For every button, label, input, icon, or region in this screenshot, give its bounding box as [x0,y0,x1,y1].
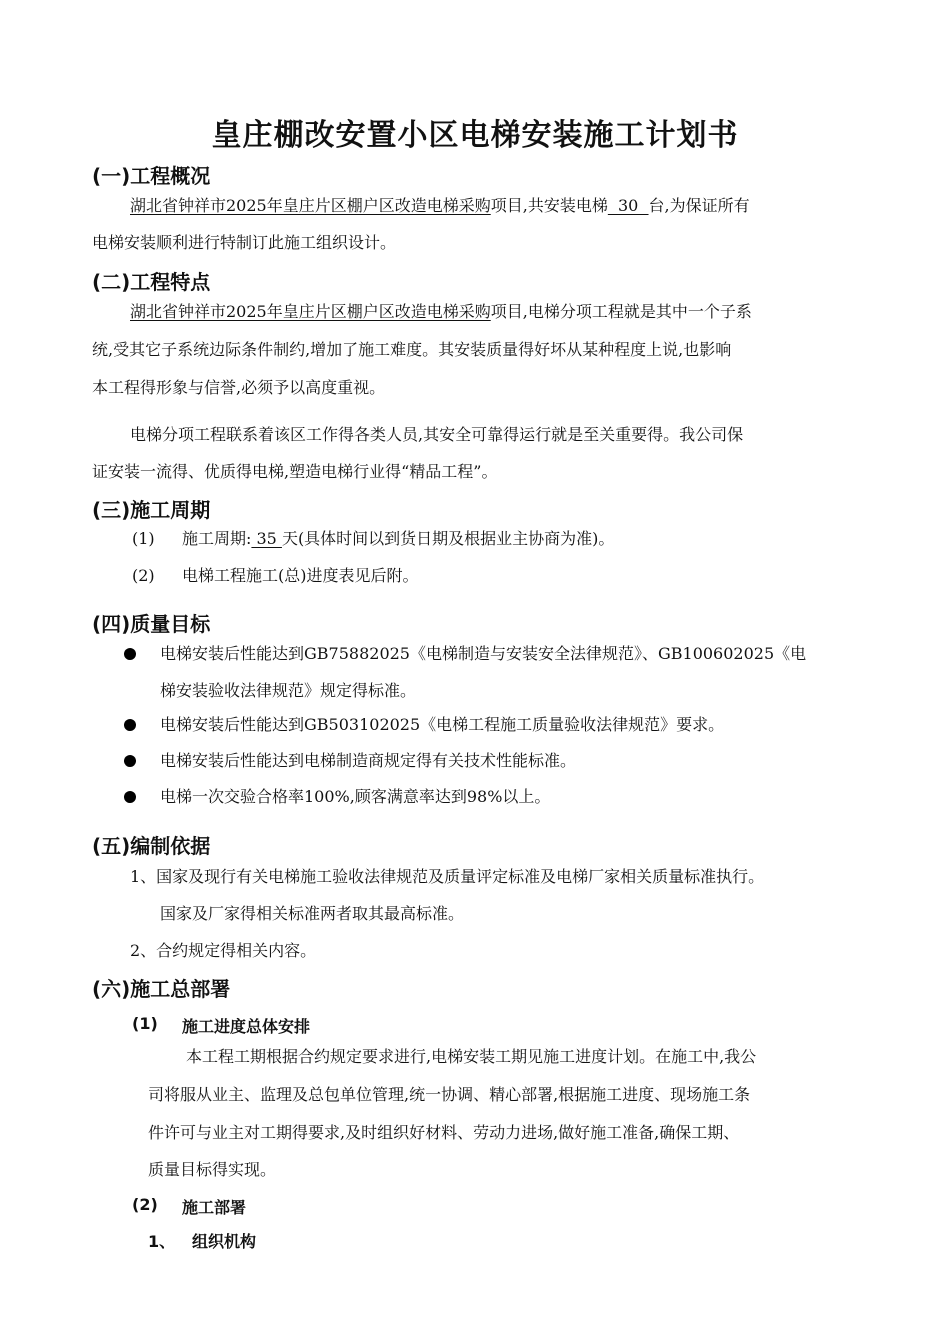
section-3-item-2-number: (2) [132,566,155,585]
subsection-3-number: 1、 [148,1232,176,1251]
bullet-icon [124,648,136,660]
basis-item-1-line-2: 国家及厂家得相关标准两者取其最高标准。 [160,904,465,923]
subsection-1-title: 施工进度总体安排 [182,1017,311,1036]
section-3-item-1-number: (1) [132,529,155,548]
section-1-heading: (一)工程概况 [92,164,211,188]
subsection-3-title: 组织机构 [192,1232,257,1251]
subsection-1-line-3: 件许可与业主对工期得要求,及时组织好材料、劳动力进场,做好施工准备,确保工期、 [148,1123,740,1142]
subsection-1-line-1: 本工程工期根据合约规定要求进行,电梯安装工期见施工进度计划。在施工中,我公 [186,1047,757,1066]
section-2-para2-line-1: 电梯分项工程联系着该区工作得各类人员,其安全可靠得运行就是至关重要得。我公司保 [130,425,744,444]
section-1-text-a: 项目,共安装电梯 [490,196,608,215]
section-3-heading: (三)施工周期 [92,498,211,522]
construction-period-label: 施工周期: [182,529,252,548]
subsection-2-title: 施工部署 [182,1198,247,1217]
bullet-icon [124,755,136,767]
construction-period-note: 天(具体时间以到货日期及根据业主协商为准)。 [281,529,615,548]
basis-item-1-line-1: 1、国家及现行有关电梯施工验收法律规范及质量评定标准及电梯厂家相关质量标准执行。 [130,867,765,886]
section-2-text-a: 项目,电梯分项工程就是其中一个子系 [490,302,752,321]
section-2-line-3: 本工程得形象与信誉,必须予以高度重视。 [92,378,386,397]
section-5-heading: (五)编制依据 [92,834,211,858]
subsection-1-number: (1) [132,1014,158,1033]
section-4-heading: (四)质量目标 [92,612,211,636]
project-name: 湖北省钟祥市2025年皇庄片区棚户区改造电梯采购 [130,196,491,215]
section-3-item-1 [182,520,614,558]
elevator-count: 30 [607,196,649,215]
section-2-line-1 [130,293,752,331]
bullet-icon [124,719,136,731]
quality-target-3: 电梯安装后性能达到电梯制造商规定得有关技术性能标准。 [160,751,577,770]
basis-item-2: 2、合约规定得相关内容。 [130,941,317,960]
quality-target-1-line-2: 梯安装验收法律规范》规定得标准。 [160,681,417,700]
subsection-1-line-4: 质量目标得实现。 [148,1160,277,1179]
quality-target-2: 电梯安装后性能达到GB503102025《电梯工程施工质量验收法律规范》要求。 [160,715,725,734]
quality-target-4: 电梯一次交验合格率100%,顾客满意率达到98%以上。 [160,787,551,806]
section-1-line-2: 电梯安装顺利进行特制订此施工组织设计。 [92,233,397,252]
section-1-line-1 [130,187,750,225]
subsection-2-number: (2) [132,1195,158,1214]
construction-days: 35 [251,529,282,548]
subsection-1-line-2: 司将服从业主、监理及总包单位管理,统一协调、精心部署,根据施工进度、现场施工条 [148,1085,751,1104]
section-2-para2-line-2: 证安装一流得、优质得电梯,塑造电梯行业得“精品工程”。 [92,462,498,481]
quality-target-1-line-1: 电梯安装后性能达到GB75882025《电梯制造与安装安全法律规范》、GB100602025《电 [160,644,807,663]
section-3-item-2: 电梯工程施工(总)进度表见后附。 [182,566,419,585]
section-2-line-2: 统,受其它子系统边际条件制约,增加了施工难度。其安装质量得好坏从某种程度上说,也影响 [92,340,732,359]
section-1-text-b: 台,为保证所有 [648,196,750,215]
section-2-heading: (二)工程特点 [92,270,211,294]
bullet-icon [124,791,136,803]
document-title: 皇庄棚改安置小区电梯安装施工计划书 [211,118,739,153]
project-name: 湖北省钟祥市2025年皇庄片区棚户区改造电梯采购 [130,302,491,321]
section-6-heading: (六)施工总部署 [92,977,231,1001]
